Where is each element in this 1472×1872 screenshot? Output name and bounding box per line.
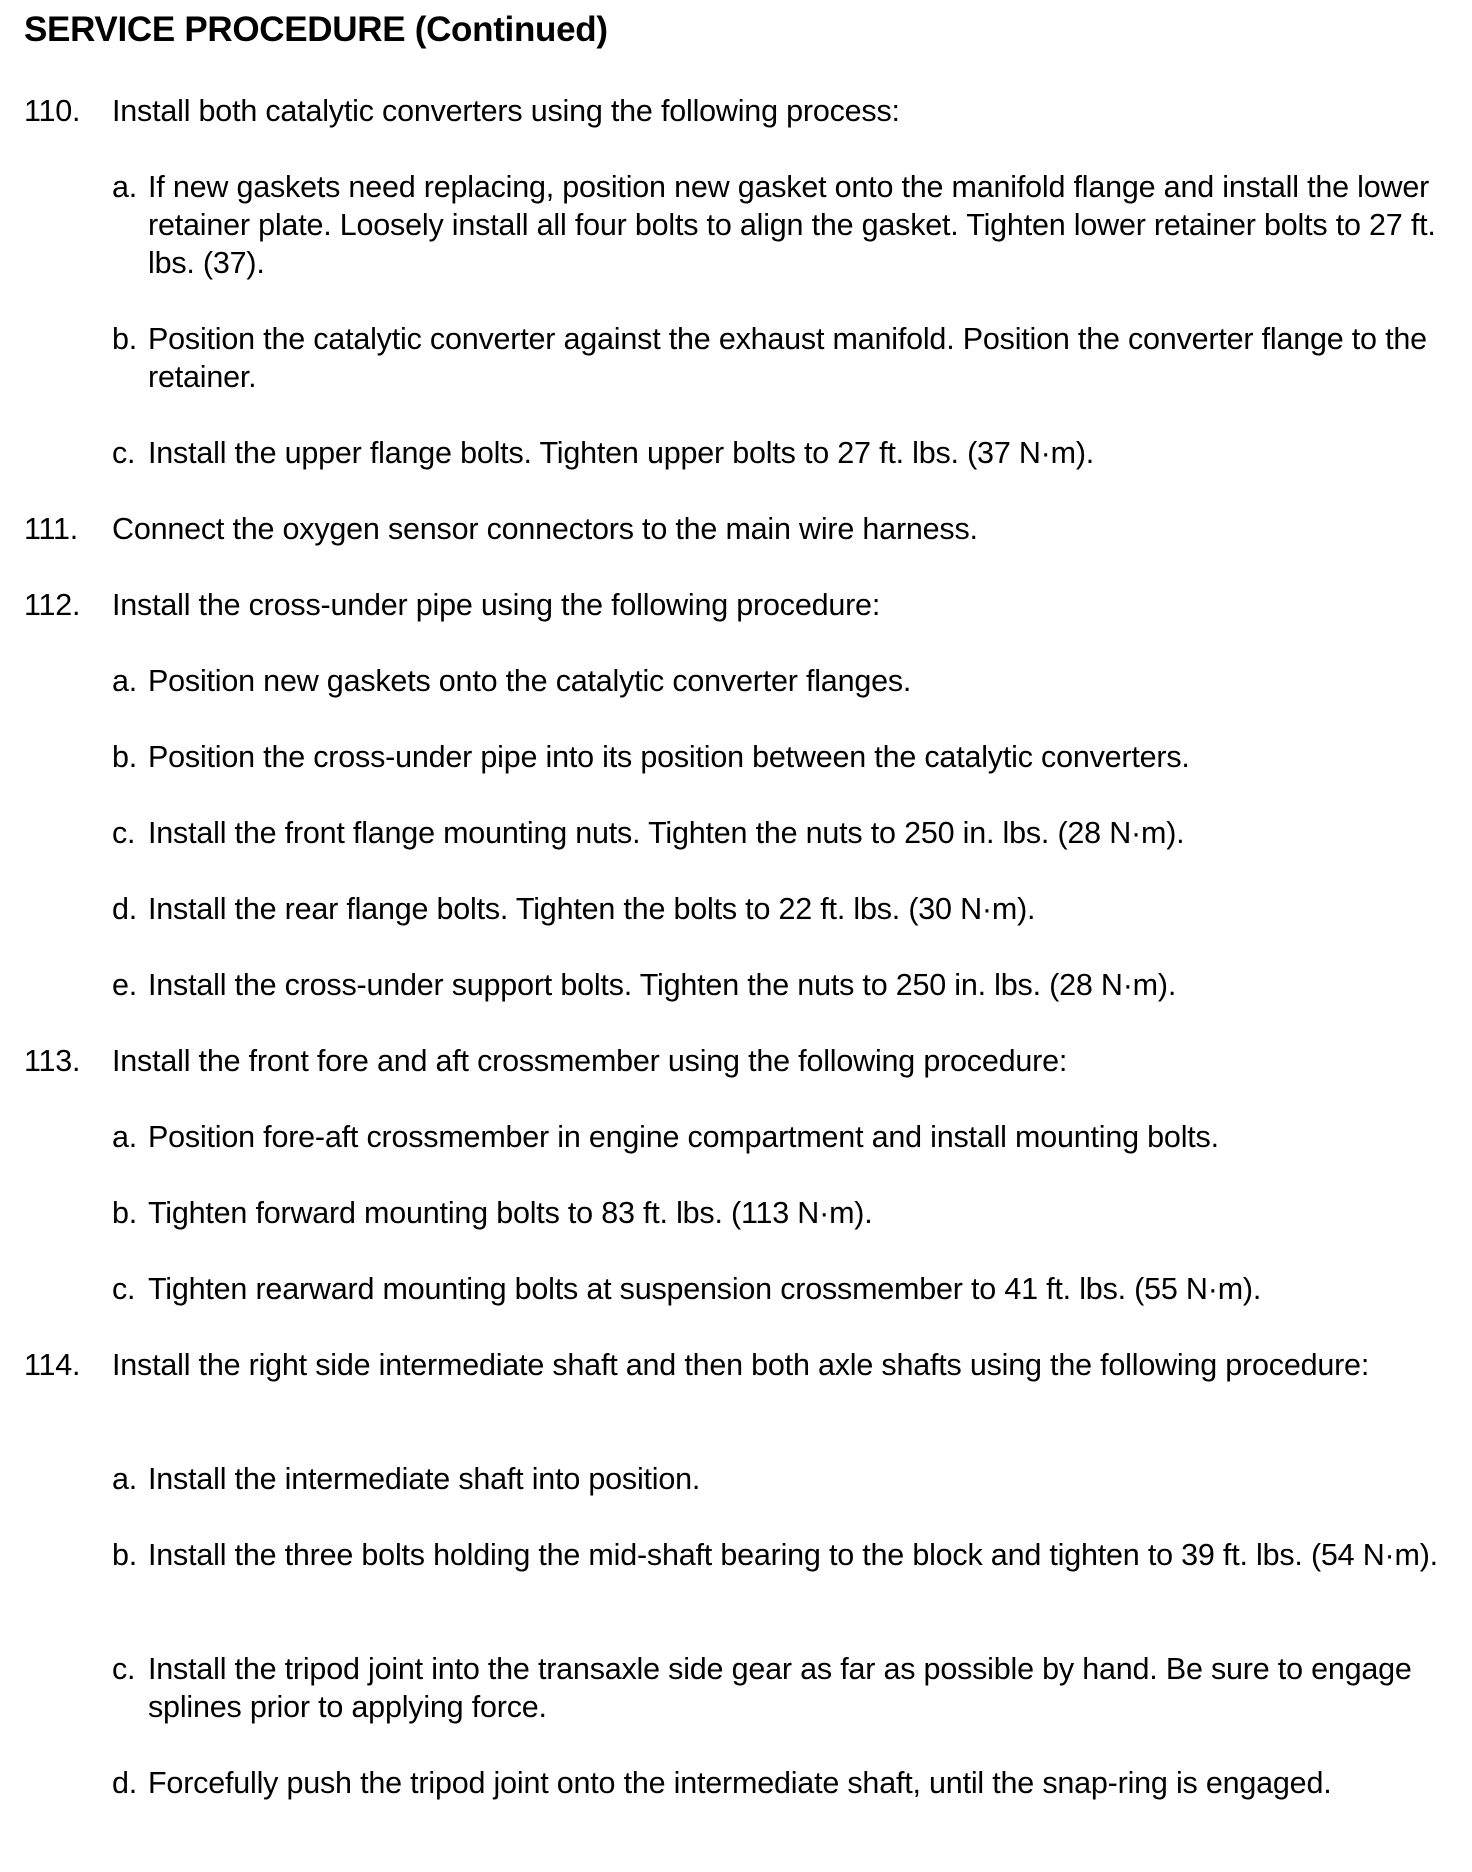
substep-letter: a. [112, 664, 138, 698]
substep-text: Install the tripod joint into the transaxle side gear as far as possible by hand. Be sure to engage splines prior to applying force. [148, 1652, 1412, 1724]
step-number: 111. [24, 512, 79, 546]
page-title: SERVICE PROCEDURE (Continued) [24, 10, 608, 49]
substep-letter: c. [112, 436, 136, 470]
substep-text: Tighten rearward mounting bolts at suspension crossmember to 41 ft. lbs. (55 N·m). [148, 1272, 1262, 1306]
step-text: Install both catalytic converters using the following process: [112, 94, 900, 128]
substep-114-d [112, 1764, 1444, 1802]
substep-letter: e. [112, 968, 138, 1002]
substep-letter: c. [112, 1272, 136, 1306]
substep-letter: c. [112, 1652, 136, 1686]
substep-110-c [112, 434, 1444, 472]
step-111 [24, 510, 1444, 548]
substep-letter: b. [112, 1538, 138, 1572]
step-number: 112. [24, 588, 81, 622]
substep-letter: b. [112, 1196, 138, 1230]
step-text: Install the cross-under pipe using the following procedure: [112, 588, 881, 622]
substep-113-a [112, 1118, 1444, 1156]
substep-text: Install the front flange mounting nuts. Tighten the nuts to 250 in. lbs. (28 N·m). [148, 816, 1185, 850]
substep-text: Position new gaskets onto the catalytic converter flanges. [148, 664, 912, 698]
substep-text: Install the upper flange bolts. Tighten upper bolts to 27 ft. lbs. (37 N·m). [148, 436, 1095, 470]
step-number: 110. [24, 94, 81, 128]
substep-text: Tighten forward mounting bolts to 83 ft. lbs. (113 N·m). [148, 1196, 873, 1230]
substep-110-a [112, 168, 1444, 282]
step-text: Install the front fore and aft crossmember using the following procedure: [112, 1044, 1068, 1078]
substep-letter: c. [112, 816, 136, 850]
substep-text: Position fore-aft crossmember in engine compartment and install mounting bolts. [148, 1120, 1219, 1154]
substep-112-a [112, 662, 1444, 700]
substep-112-b [112, 738, 1444, 776]
substep-112-e [112, 966, 1444, 1004]
substep-text: Install the three bolts holding the mid-shaft bearing to the block and tighten to 39 ft. lbs. (54 N·m). [148, 1538, 1438, 1572]
step-text: Connect the oxygen sensor connectors to the main wire harness. [112, 512, 978, 546]
step-113 [24, 1042, 1444, 1080]
substep-114-a [112, 1460, 1444, 1498]
substep-114-c [112, 1650, 1444, 1726]
substep-text: Install the cross-under support bolts. Tighten the nuts to 250 in. lbs. (28 N·m). [148, 968, 1177, 1002]
step-110 [24, 92, 1444, 130]
substep-text: Forcefully push the tripod joint onto the intermediate shaft, until the snap-ring is engaged. [148, 1766, 1332, 1800]
substep-112-c [112, 814, 1444, 852]
step-114 [24, 1346, 1444, 1384]
substep-text: Position the cross-under pipe into its position between the catalytic converters. [148, 740, 1190, 774]
substep-113-c [112, 1270, 1444, 1308]
substep-letter: b. [112, 740, 138, 774]
substep-text: Position the catalytic converter against the exhaust manifold. Position the converter flange to the retainer. [148, 322, 1427, 394]
step-number: 114. [24, 1348, 81, 1382]
substep-letter: a. [112, 1120, 138, 1154]
substep-letter: a. [112, 170, 138, 204]
substep-110-b [112, 320, 1444, 396]
substep-letter: d. [112, 892, 138, 926]
step-text: Install the right side intermediate shaft and then both axle shafts using the following procedure: [112, 1348, 1370, 1382]
step-112 [24, 586, 1444, 624]
substep-text: Install the rear flange bolts. Tighten the bolts to 22 ft. lbs. (30 N·m). [148, 892, 1036, 926]
substep-letter: b. [112, 322, 138, 356]
substep-112-d [112, 890, 1444, 928]
substep-114-b [112, 1536, 1444, 1574]
substep-letter: a. [112, 1462, 138, 1496]
substep-text: Install the intermediate shaft into position. [148, 1462, 701, 1496]
substep-113-b [112, 1194, 1444, 1232]
substep-letter: d. [112, 1766, 138, 1800]
step-number: 113. [24, 1044, 81, 1078]
substep-text: If new gaskets need replacing, position new gasket onto the manifold flange and install the lower retainer plate. Loosely install all four bolts to align the gasket. Tighten lower retainer bolts to 27 ft. lbs. (37). [148, 170, 1436, 280]
